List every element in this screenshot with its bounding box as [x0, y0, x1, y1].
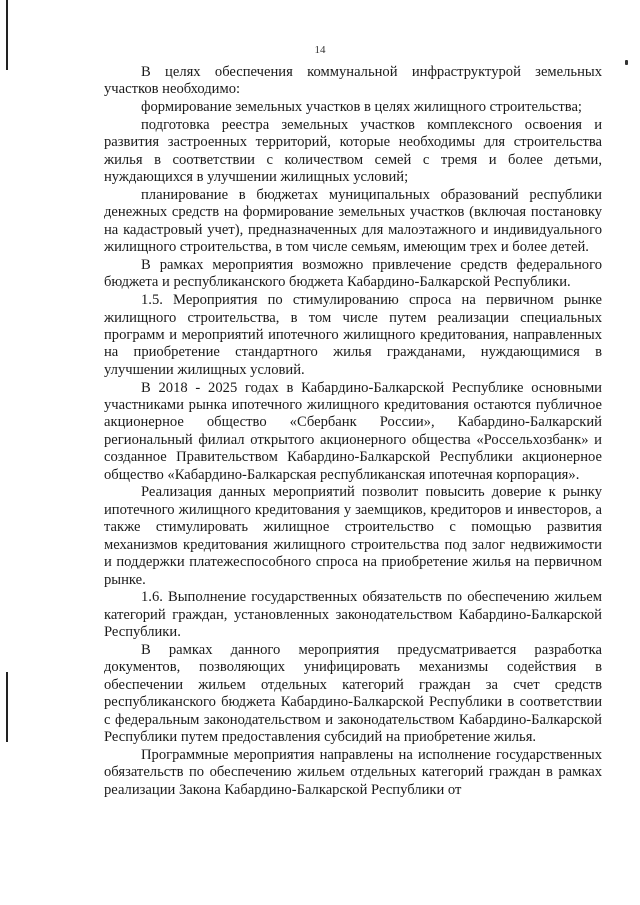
- page-number: 14: [314, 44, 326, 56]
- paragraph: планирование в бюджетах муниципальных образований республики денежных средств на формирование земельных участков (включая постановку на кадастровый учет), предназначенных для малоэтажного и индивидуального жилищного строительства, в том числе семьям, имеющим трех и более детей.: [104, 187, 602, 256]
- scan-edge-mark: [6, 0, 8, 70]
- paragraph: В рамках мероприятия возможно привлечение средств федерального бюджета и республиканского бюджета Кабардино-Балкарской Республики.: [104, 257, 602, 291]
- paragraph: 1.5. Мероприятия по стимулированию спроса на первичном рынке жилищного строительства, в том числе путем реализации специальных программ и мероприятий ипотечного жилищного кредитования, направленных на приобретение стандартного жилья гражданами, нуждающимися в улучшении жилищных условий.: [104, 292, 602, 378]
- document-body: [104, 64, 602, 799]
- paragraph: 1.6. Выполнение государственных обязательств по обеспечению жильем категорий граждан, установленных законодательством Кабардино-Балкарской Республики.: [104, 589, 602, 641]
- scan-speck: [625, 60, 628, 65]
- paragraph: Реализация данных мероприятий позволит повысить доверие к рынку ипотечного жилищного кредитования у заемщиков, кредиторов и инвесторов, а также стимулировать жилищное строительство с помощью развития механизмов кредитования жилищного строительства под залог недвижимости и поддержки платежеспособного спроса на приобретение жилья на первичном рынке.: [104, 484, 602, 588]
- scan-edge-mark: [6, 672, 8, 742]
- paragraph: В рамках данного мероприятия предусматривается разработка документов, позволяющих унифицировать механизмы содействия в обеспечении жильем отдельных категорий граждан за счет средств республиканского бюджета Кабардино-Балкарской Республики в соответствии с федеральным законодательством и законодательством Кабардино-Балкарской Республики путем предоставления субсидий на приобретение жилья.: [104, 641, 602, 745]
- paragraph: В целях обеспечения коммунальной инфраструктурой земельных участков необходимо:: [104, 64, 602, 98]
- paragraph: подготовка реестра земельных участков комплексного освоения и развития застроенных территорий, которые необходимы для строительства жилья в соответствии с количеством семей с тремя и более детьми, нуждающихся в улучшении жилищных условий;: [104, 117, 602, 186]
- paragraph: В 2018 - 2025 годах в Кабардино-Балкарской Республике основными участниками рынка ипотечного жилищного кредитования остаются публичное акционерное общество «Сбербанк России», Кабардино-Балкарский региональный филиал открытого акционерного общества «Россельхозбанк» и созданное Правительством Кабардино-Балкарской Республики акционерное общество «Кабардино-Балкарская республиканская ипотечная корпорация».: [104, 379, 602, 483]
- paragraph: Программные мероприятия направлены на исполнение государственных обязательств по обеспечению жильем отдельных категорий граждан в рамках реализации Закона Кабардино-Балкарской Республики от: [104, 746, 602, 798]
- paragraph: формирование земельных участков в целях жилищного строительства;: [141, 99, 582, 116]
